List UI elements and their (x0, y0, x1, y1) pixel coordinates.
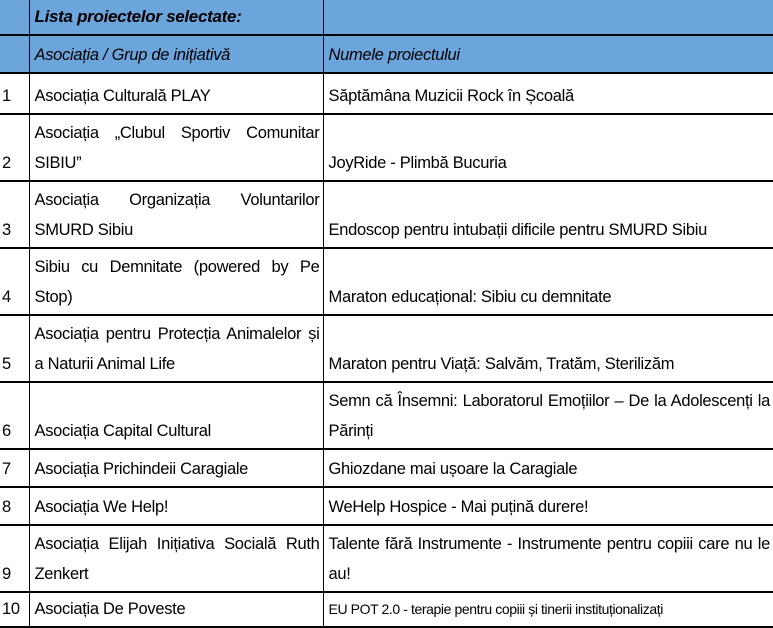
project-cell: Maraton pentru Viață: Salvăm, Tratăm, Sterilizăm (323, 315, 773, 382)
row-number: 1 (0, 73, 29, 114)
table-row (0, 315, 773, 382)
project-cell: EU POT 2.0 - terapie pentru copiii și tinerii instituționalizați (323, 592, 773, 627)
table-row (0, 382, 773, 449)
column-header-association: Asociația / Grup de inițiativă (29, 35, 323, 73)
table-row (0, 181, 773, 248)
project-cell: Talente fără Instrumente - Instrumente pentru copiii care nu le au! (323, 525, 773, 592)
association-cell: Asociația Capital Cultural (29, 382, 323, 449)
table-row (0, 525, 773, 592)
row-number: 8 (0, 487, 29, 525)
table-row (0, 114, 773, 181)
association-cell: Asociația „Clubul Sportiv Comunitar SIBIU” (29, 114, 323, 181)
project-cell: JoyRide - Plimbă Bucuria (323, 114, 773, 181)
table-row (0, 592, 773, 627)
row-number: 6 (0, 382, 29, 449)
project-cell: Săptămâna Muzicii Rock în Școală (323, 73, 773, 114)
project-cell: Semn că Însemni: Laboratorul Emoțiilor – De la Adolescenți la Părinți (323, 382, 773, 449)
column-header-project: Numele proiectului (323, 35, 773, 73)
table-title-row (0, 0, 773, 35)
association-cell: Asociația We Help! (29, 487, 323, 525)
row-number: 10 (0, 592, 29, 627)
row-number: 5 (0, 315, 29, 382)
table-row (0, 487, 773, 525)
column-header-row (0, 35, 773, 73)
project-cell: Ghiozdane mai ușoare la Caragiale (323, 449, 773, 487)
title-row-empty-cell (323, 0, 773, 35)
association-cell: Asociația pentru Protecția Animalelor și a Naturii Animal Life (29, 315, 323, 382)
row-number: 7 (0, 449, 29, 487)
association-cell: Sibiu cu Demnitate (powered by Pe Stop) (29, 248, 323, 315)
project-cell: WeHelp Hospice - Mai puțină durere! (323, 487, 773, 525)
association-cell: Asociația Culturală PLAY (29, 73, 323, 114)
table-row (0, 73, 773, 114)
row-number: 2 (0, 114, 29, 181)
table-title: Lista proiectelor selectate: (29, 0, 323, 35)
title-row-number-cell (0, 0, 29, 35)
association-cell: Asociația Organizația Voluntarilor SMURD Sibiu (29, 181, 323, 248)
table-row (0, 449, 773, 487)
association-cell: Asociația Prichindeii Caragiale (29, 449, 323, 487)
row-number: 4 (0, 248, 29, 315)
row-number: 3 (0, 181, 29, 248)
project-cell: Endoscop pentru intubații dificile pentru SMURD Sibiu (323, 181, 773, 248)
association-cell: Asociația De Poveste (29, 592, 323, 627)
row-number: 9 (0, 525, 29, 592)
association-cell: Asociația Elijah Inițiativa Socială Ruth Zenkert (29, 525, 323, 592)
table-row (0, 248, 773, 315)
project-cell: Maraton educațional: Sibiu cu demnitate (323, 248, 773, 315)
header-number-cell (0, 35, 29, 73)
